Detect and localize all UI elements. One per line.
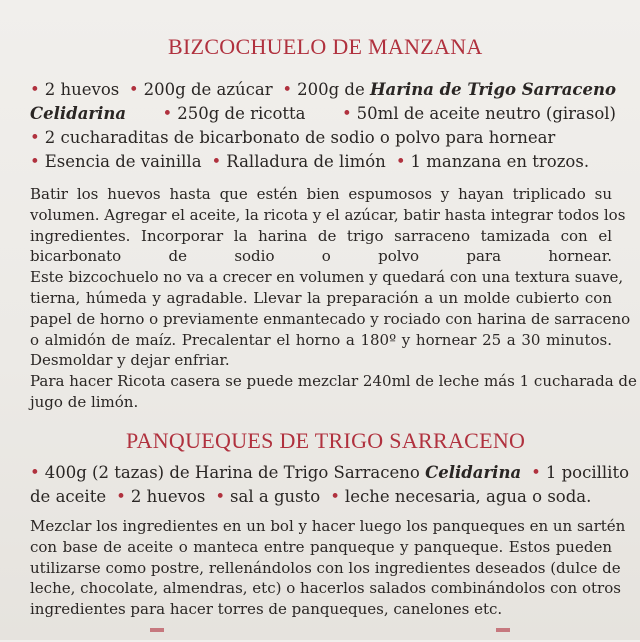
ingredient-text: 50ml de aceite neutro (girasol) [356,104,616,123]
ingredient-item [342,104,616,124]
bullet-icon: • [341,104,352,123]
ingredient-text: 1 pocillito [545,463,630,482]
recipe1-method-line: bicarbonato de sodio o polvo para hornear. [30,247,612,266]
ingredient-text: 1 manzana en trozos. [410,152,590,171]
recipe1-ingredient-line [30,152,589,172]
ingredient-text: 400g (2 tazas) de Harina de Trigo Sarraceno [44,463,426,482]
recipe1-method [30,184,637,413]
ingredient-text: 250g de ricotta [177,104,306,123]
bullet-icon: • [211,152,222,171]
ingredient-text: 2 huevos [44,80,120,99]
recipe1-method-line: ingredientes. Incorporar la harina de trigo sarraceno tamizada con el [30,226,612,245]
brand-name: Harina de Trigo Sarraceno [369,80,616,99]
ingredient-item [30,80,119,100]
ingredient-item [282,80,616,100]
bullet-icon: • [215,487,226,506]
ingredient-text: de aceite [30,487,107,506]
recipe1-ingredient-line [30,128,616,148]
recipe1-method-line: volumen. Agregar el aceite, la ricota y el azúcar, batir hasta integrar todos los [30,205,626,224]
recipe2-method-line: leche, chocolate, almendras, etc) o hacerlos salados combinándolos con otros [30,579,621,598]
recipe1-ingredient-line [30,104,616,124]
recipe2-title: PANQUEQUES DE TRIGO SARRACENO [126,428,526,453]
brand-name: Celidarina [30,104,127,123]
ingredient-item [30,487,106,506]
recipe1-method-line: Este bizcochuelo no va a crecer en volumen y quedará con una textura suave, [30,268,624,287]
brand-name: Celidarina [425,463,522,482]
recipe2-method-line: con base de aceite o manteca entre panqueque y panqueque. Estos pueden [30,537,612,556]
recipe2-ingredient-line [30,487,591,507]
ingredient-text: 200g de azúcar [143,80,273,99]
ingredient-text: sal a gusto [230,487,321,506]
recipe1-ingredient-line [30,80,616,100]
recipe2-ingredient-line [30,463,629,483]
bullet-icon: • [128,80,139,99]
ingredient-item [162,104,305,124]
recipe1-method-line: o almidón de maíz. Precalentar el horno a 180º y hornear 25 a 30 minutos. [30,330,612,349]
ingredient-item [396,152,589,171]
bullet-icon: • [30,80,40,99]
ingredient-item [30,128,555,148]
bullet-icon: • [330,487,340,506]
ingredient-item [129,80,273,100]
bullet-icon: • [531,463,541,482]
bullet-icon: • [395,152,406,171]
ingredient-text: leche necesaria, agua o soda. [344,487,592,506]
recipe2-method-line: ingredientes para hacer torres de panqueques, canelones etc. [30,600,503,619]
recipe1-method-line: jugo de limón. [30,392,139,411]
ingredient-text: Esencia de vainilla [44,152,202,171]
recipe2-method-line: utilizarse como postre, rellenándolos con los ingredientes deseados (dulce de [30,558,621,577]
ingredient-item [531,463,629,482]
recipe1-method-line: tierna, húmeda y agradable. Llevar la preparación a un molde cubierto con [30,288,612,307]
ingredient-item [30,152,202,171]
recipe1-method-line: Batir los huevos hasta que estén bien espumosos y hayan triplicado su [30,185,612,203]
bullet-icon: • [30,463,40,482]
recipe2-method [30,516,626,620]
ingredient-item [116,487,205,506]
bullet-icon: • [162,104,173,123]
bullet-icon: • [30,152,40,171]
bullet-icon: • [30,128,40,147]
ingredient-item [330,487,591,506]
ingredient-text: Ralladura de limón [226,152,386,171]
ingredient-text: 2 huevos [130,487,206,506]
ingredient-item [212,152,386,171]
recipe1-title: BIZCOCHUELO DE MANZANA [168,34,483,59]
recipe1-method-line: Desmoldar y dejar enfriar. [30,351,230,370]
ingredient-text: 200g de [297,80,370,99]
bullet-icon: • [282,80,293,99]
ingredient-item [30,463,521,482]
recipe2-method-line: Mezclar los ingredientes en un bol y hacer luego los panqueques en un sartén [30,517,626,535]
ingredient-text: 2 cucharaditas de bicarbonato de sodio o polvo para hornear [44,128,556,147]
ingredient-item [215,487,320,506]
recipe1-method-line: Para hacer Ricota casera se puede mezclar 240ml de leche más 1 cucharada de [30,372,637,391]
recipe1-method-line: papel de horno o previamente enmantecado y rociado con harina de sarraceno [30,309,631,328]
ingredient-item [30,104,126,124]
bullet-icon: • [116,487,126,506]
